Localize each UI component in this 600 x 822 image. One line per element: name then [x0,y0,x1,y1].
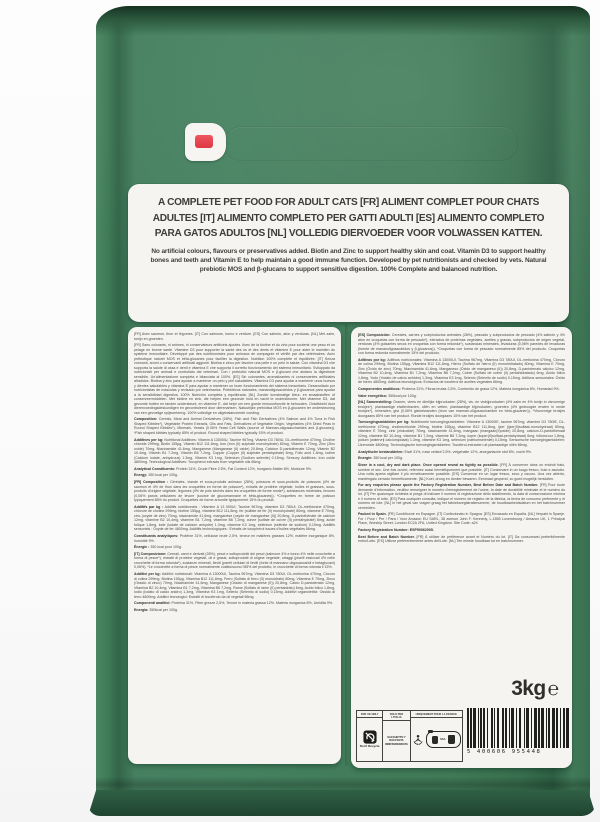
label-paragraph: [IT] Composizione: Cereali, carni e derivati (28%), pesci e sottoprodotti dei pesci (salmone 4% e tonno 4% nelle crocchette a forma di pesce*), estratti di proteine vegetali, oli e grassi, sottoprodotti di origine vegetale, ortaggi (piselli essiccati 4% nelle crocchette di forma rotonda*), sostanze minerali, lieviti (pareti cellulari di lieviti (fonte di mannano oligosaccaridi e betaglucani) 0,06%). *Le crocchette a forma di pesce normalmente costituiscono l'85% del prodotto, le crocchette di forma rotonda il 15%. [134,551,336,570]
label-paragraph: Toevoegingsmiddelen per kg: Nutritionele toevoegingsmiddelen: Vitamine A 13000IE, taurine 967mg, vitamine D3 780IE, DL-methionine 470mg, cholinechloride 299mg, biotine 155µg, vitamine B12 111,8mg, ijzer (ijzer(II)sulfaat-monohydraat) 80mg, vitamine E 70mg, zink (zinkoxide) 70mg, niacinamide 41,6mg, mangaan (mangaan(II)oxide) 20,8mg, calcium-D-pantothenaat 12mg, vitamine B2 10,4mg, vitamine B1 7,2mg, vitamine B6 7,2mg, koper (koper(II)sulfaat-pentahydraat) 6mg, foliumzuur 1,8mg, jodium (watervrij calciumjodaat) 1,3mg, vitamine K3 1mg, selenium (natriumseleniet) 0,15mg. Sensorische toevoegingsmiddelen: IJzeroxide 4800mg. Technologische toevoegingsmiddelen: Tocoferol-extracten uit plantaardige oliën 66mg. [358,420,565,447]
dont-recycle-icon [363,730,377,744]
label-paragraph: Energy: 350 kcal per 100g. [134,473,178,478]
label-paragraph: Valor energético: 350kcal por 100g. [358,393,417,398]
bag-bottom-gusset [88,790,596,816]
net-weight [511,677,559,701]
label-paragraph: Composition: Cereals, Meat and Animal Derivatives (28%), Fish and Fish Derivatives (4% Salmon and 4% Tuna in Fish Shaped Kibbles*), Vegetable Protein Extracts, Oils and Fats, Derivatives of Vegetable Origin, Vegetables (4% Dried Peas in Round Shaped Kibbles*), Minerals, Yeasts (0.06% Yeast Cell Walls (source of Mannan-oligosaccharides and β-glucans)). *Fish shaped kibbles typically 85% of product. Round shaped kibbles typically 15% of product. [134,417,336,435]
barcode [467,708,561,755]
recycling-col-italy [383,711,410,761]
label-paragraph: Constituants analytiques: Protéine 31%, cellulose brute 2,5%, teneur en matières grasses 12%, matière inorganique 8%, humidité 9%. [134,534,336,543]
italy-sorting-label: SACCHETTO 7 RACCOLTA INDIFFERENZIATA [385,735,408,746]
brand-tab [185,123,226,161]
label-paragraph: Additivi per kg: Additivi nutrizionali: Vitamina A 13000UI, Taurina 967mg, Vitamina D3 780UI, DL-metionina 470mg, Cloruro di colina 299mg, Biotina 155µg, Vitamina B12 111,8mg, Ferro (Solfato di ferro (II) monoidrato) 80mg, Vitamina E 70mg, Zinco (Ossido di zinco) 70mg, Niacinamide 41,6mg, Manganese (Ossido di manganese (II)) 20,8mg, Calcio D-pantotenato 12mg, Vitamina B2 10,4mg, Vitamina B1 7,2mg, Vitamina B6 7,2mg, Rame (Solfato di rame (II) pentaidrato) 6mg, Acido folico 1,8mg, Iodio (Iodato di calcio anidro) 1,3mg, Vitamina K3 1mg, Selenio (Selenito di sodio) 0,15mg. Additivi organolettici: Ossido di ferro 4800mg. Additivi tecnologici: Estratti di tocoferolo da oli vegetali 66mg. [134,572,335,599]
recycling-col-france [411,711,462,761]
barcode-bars [467,708,561,748]
label-paragraph: [NL] Samenstelling: Granen, vlees en dierlijke bijproducten (28%), vis- en visbijproducten (4% zalm en 4% tonijn in visvormige brokjes*), plantaardige eiwitextracten, oliën en vetten, plantaardige bijproducten, groenten (4% gedroogde erwten in ronde brokjes*), mineralen, gist (0,06% gistcelwanden (bron van mannan-oligosacchariden en bèta-glucanen)). *Visvormige brokjes doorgaans 85% van het product. Ronde brokjes doorgaans 15% van het product. [358,400,565,418]
bin-pictogram [448,735,455,744]
recycling-table [356,710,463,762]
tear-strip [224,126,518,161]
recycling-col-italy-header: SOLO PER L'ITALIA [383,711,409,721]
label-paragraph: Componenti analitici: Proteina 31%, Fibre grezze 2,5%, Tenore in materia grassa 12%, Materia inorganica 8%, Umidità 9%. [134,601,334,606]
bag-center-seam [345,324,349,766]
label-paragraph: Energia: 350kcal per 100g. [134,607,178,612]
barcode-number: 5 400606 955448 [467,749,542,755]
recycling-col-france-header: UNIQUEMENT POUR LA FRANCE [411,711,462,718]
label-paragraph: Best Before and Batch Number. [FR] À utiliser de préférence avant et Numéro du lot. [IT] Da consumarsi preferibilmente entro/Lotto. [ES] Utilizar preferentemente antes del/Lote. [NL] Ten minste houdbaar tot en batchnummer. [358,534,565,544]
label-paragraph: Analytical Constituents: Protein 31%, Crude Fibre 2.5%, Fat Content 12%, Inorganic Matter 8%, Moisture 9%. [134,466,312,471]
label-paragraph: For any enquiries please quote the Factory Registration Number, Best Before Date and Batch Number. [FR] Pour toute demande d'information, veuillez renseigner le numéro d'enregistrement de l'usine, la date de durabilité minimale et le numéro du lot. [IT] Per qualunque richiesta si prega di indicare il numero di registrazione dello stabilimento, la data di conservazione minima e il numero di lotto. [ES] Para cualquier consulta, indique el número de registro de la fábrica, la fecha de consumo preferente y el número de lote. [NL] In het geval van vragen graag het fabrieksregistratienummer, de houdbaarheidsdatum en het batchnummer vermelden. [358,483,565,510]
right-panel-text [358,333,565,671]
cat-food-bag-back [96,6,590,812]
label-paragraph: Additifs par kg : Additifs nutritionnels : Vitamine A 13 000UI, Taurine 967mg, vitamine D3 780UI, DL-méthionine 470mg, chlorure de choline 299mg, biotine 155µg, vitamine B12 111,8mg, fer (sulfate de fer (II) monohydraté) 80mg, vitamine E 70mg, zinc (oxyde de zinc) 70mg, niacinamide 41,6mg, manganèse (oxyde de manganèse (II)) 20,8mg, D-pantothénate de calcium 12mg, vitamine B2 10,4mg, vitamine B1 7,2mg, vitamine B6 7,2mg, cuivre (sulfate de cuivre (II) pentahydraté) 6mg, acide folique 1,8mg, iode (iodate de calcium anhydre) 1,3mg, vitamine K3 1mg, sélénium (sélénite de sodium) 0,15mg. Additifs sensoriels : Oxyde de fer 4800mg. Additifs technologiques : Extraits de tocophérol issues d'huiles végétales 66mg. [134,504,335,532]
label-paragraph: [FR] Composition : Céréales, viande et sous-produits animaux (28%), poissons et sous-produits de poissons (4% de saumon et 4% de thon dans les croquettes en forme de poisson*), extraits de protéine végétale, huiles et graisses, sous-produits d'origine végétale, légumes (4% de pois séchés dans les croquettes de forme ronde*), substances minérales, levures (0,06% parois cellulaires de levure (source de glucomannane et bêta-glucanes)). *Croquettes en forme de poisson typiquement 85% du produit. Croquettes de forme arrondie typiquement 15% du produit. [134,480,336,503]
label-paragraph: Store in a cool, dry and dark place. Once opened reseal as tightly as possible. [FR] À conserver dans un endroit frais, sombre et sec. Une fois ouvert, refermez aussi hermétiquement que possible. [IT] Conservare in un luogo fresco, buio e asciutto. Una volta aperta sigillare il più ermeticamente possibile. [ES] Conservar en un lugar fresco, seco y oscuro. Una vez abierto, manténgalo cerrado herméticamente. [NL] Koel, droog en donker bewaren. Eenmaal geopend, zo goed mogelijk hersluiten. [358,463,565,481]
weight-value: 3kg [511,677,546,700]
recycling-col-uk-header: FOR UK ONLY [357,711,382,718]
packaging-sorting-icon [426,731,461,748]
estimated-sign: ℮ [547,679,559,700]
label-paragraph: Energie: 350 kcal per 100g. [358,456,403,461]
statement-panel [128,184,569,322]
brand-logo-mark [195,135,213,148]
label-paragraph: [ES] Composición: Cereales, carnes y subproductos animales (28%), pescado y subproductos de pescado (4% salmón y 4% atún en croquetas con forma de pescado*), extractos de proteínas vegetales, aceites y grasas, subproductos de origen vegetal, verduras (4% guisantes secos en croquetas con forma redonda*), sustancias minerales, levaduras (0,06% paredes de levaduras (fuente de mananoligosacáridos y β-glucanos)). *Croquetas con forma de pescado normalmente 85% del producto. Croquetas con forma redonda normalmente 15% del producto. [358,333,565,355]
label-paragraph: Aditivos por kg: Aditivos nutricionales: Vitamina A 13000UI, Taurina 967mg, Vitamina D3 780UI, DL-metionina 470mg, Cloruro de colina 299mg, Biotina 155µg, Vitamina B12 111,8mg, Hierro (Sulfato de hierro (II) monohidratado) 80mg, Vitamina E 70mg, Zinc (Óxido de zinc) 70mg, Niacinamida 41,6mg, Manganeso (Óxido de manganeso (II)) 20,8mg, D-pantotenato cálcico 12mg, Vitamina B2 10,4mg, Vitamina B1 7,2mg, Vitamina B6 7,2mg, Cobre (Sulfato de cobre (II) pentahidratado) 6mg, Ácido fólico 1,8mg, Yodo (Yodato de calcio anhidro) 1,3mg, Vitamina K3 1mg, Selenio (Selenito de sodio) 0,15mg. Aditivos sensoriales: Óxido de hierro 4800mg. Aditivos tecnológicos: Extractos de tocoferol de aceites vegetales 66mg. [358,357,565,385]
label-paragraph: Packed in Spain. [FR] Conditionné en Espagne. [IT] Confezionato in Spagna. [ES] Envasado en España. [NL] Verpakt in Spanje. For / Pour / Per / Para / Voor Amazon EU SARL, 38 avenue John F. Kennedy, L-1855 Luxembourg / Amazon UK, 1 Principal Place, Worship Street, London EC2A 2FA, United Kingdom. Site Code: a24 [358,512,565,526]
ingredients-panel-right [351,327,572,768]
dont-recycle-label: Don't Recycle [359,744,380,749]
label-paragraph: Factory Registration Number: ESP50062005. [358,528,434,533]
bag-top-crimp [96,6,590,36]
label-paragraph: [FR] Avec saumon, thon et légumes. [IT] Con salmone, tonno e verdure. [ES] Con salmón, atún y verduras. [NL] Met zalm, tonijn en groenten. [134,332,335,341]
sortbox-label: SAC [440,738,446,741]
label-paragraph: Analytische bestanddelen: Eiwit 31%, ruwe celstof 2,5%, vetgehalte 12%, anorganische stof 8%, vocht 9%. [358,449,532,454]
bag-pictogram [432,736,438,744]
product-statement: A COMPLETE PET FOOD FOR ADULT CATS [FR] ALIMENT COMPLET POUR CHATS ADULTES [IT] ALIMENTO COMPLETO PER GATTI ADULTI [ES] ALIMENTO COMPLETO PARA GATOS ADULTOS [NL] VOLLEDIG DIERVOEDER VOOR VOLWASSEN KATTEN. [152,197,545,239]
benefits-statement: No artificial colours, flavours or preservatives added. Biotin and Zinc to support healthy skin and coat. Vitamin D3 to support healthy bones and teeth and Vitamin E to help maintain a good immune function. Developed by pet nutritionists and checked by vets. Natural prebiotic MOS and β-glucans to support sensitive digestion. 100% Complete and balanced nutrition. [150,247,547,274]
label-paragraph: [FR] Sans colorants, ni arômes, ni conservateurs artificiels ajoutés. Avec de la biotine et du zinc pour soutenir une peau et un pelage en bonne santé. Vitamine D3 pour supporter la santé des os et des dents et vitamine E pour aider le maintien du système immunitaire. Développé par des nutritionnistes pour animaux de compagnie et vérifié par des vétérinaires. Avec prébiotique naturel MOS et bêta-glucanes pour faciliter la digestion. Nutrition 100% complète et équilibrée. [IT] Senza coloranti, aromi o conservanti artificiali aggiunti. Biotina e zinco per favorire una pelle e un pelo in salute. Con vitamina D3 che supporta la salute di ossa e denti e vitamina E che supporta il corretto funzionamento del sistema immunitario. Sviluppato da nutrizionisti per animali e controllato dai veterinari. Con i prebiotici naturali MOS e β-glucani che aiutano la digestione sensibile. Un'alimentazione completa e bilanciata al 100%. [ES] Sin colorantes, aromatizantes ni conservantes artificiales añadidos. Biotina y zinc para ayudar a mantener un pelo y piel saludables. Vitamina D3 para ayudar a mantener unos huesos y dientes saludables y vitamina E para ayudar a mantener un buen funcionamiento del sistema inmunitario. Desarrollado por nutricionistas de mascotas y revisado por veterinarios. Prebióticos naturales, mananoligosacáridos y β-glucanos para ayudar a la sensibilidad digestiva. 100% Nutrición completa y equilibrada. [NL] Zonder kunstmatige kleur- en smaakstoffen of conserveermiddelen. Met biotine en zink, die helpen een gezonde huid en vacht te ondersteunen. Met vitamine D3, dat gezonde botten en tanden ondersteunt, en vitamine E, dat helpt om een goede immuunfunctie te behouden. Ontwikkeld door dierenvoedingsdeskundigen en gecontroleerd door dierenartsen. Natuurlijke prebiotica MOS en β-glucanen ter ondersteuning van een gevoelige spijsvertering. 100% volledige en uitgebalanceerde voeding. [134,343,335,415]
info-tri-tag [428,730,433,733]
ingredients-panel-left [128,327,341,764]
recycling-col-uk [357,711,383,761]
label-paragraph: Énergie : 350 kcal pour 100g. [134,545,182,550]
label-paragraph: Componentes analíticos: Proteína 31%, Fibras brutas 2,5%, Contenido de grasa 12%, Materia inorgánica 8%, Humedad 9%. [358,386,560,391]
triman-icon [412,733,424,746]
label-paragraph: Additives per kg: Nutritional Additives: Vitamin A 13000IU, Taurine 967mg, Vitamin D3 780IU, DL-methionine 470mg, Choline chloride 299mg, Biotin 155µg, Vitamin B12 111.8mg, Iron (Iron (II) sulphate monohydrate) 80mg, Vitamin E 70mg, Zinc (Zinc oxide) 70mg, Niacinamide 41.6mg, Manganese (Manganese (II) oxide) 20.8mg, Calcium D-pantothenate 12mg, Vitamin B2 10.4mg, Vitamin B1 7.2mg, Vitamin B6 7.2mg, Copper (Copper (II) sulphate pentahydrate) 6mg, Folic acid 1.8mg, Iodine (Calcium iodate, anhydrous) 1.3mg, Vitamin K3 1mg, Selenium (Sodium selenite) 0.15mg. Sensory Additives: Iron oxide 4800mg. Technological Additives: Tocopherol extracts from vegetable oils 66mg. [134,437,335,465]
